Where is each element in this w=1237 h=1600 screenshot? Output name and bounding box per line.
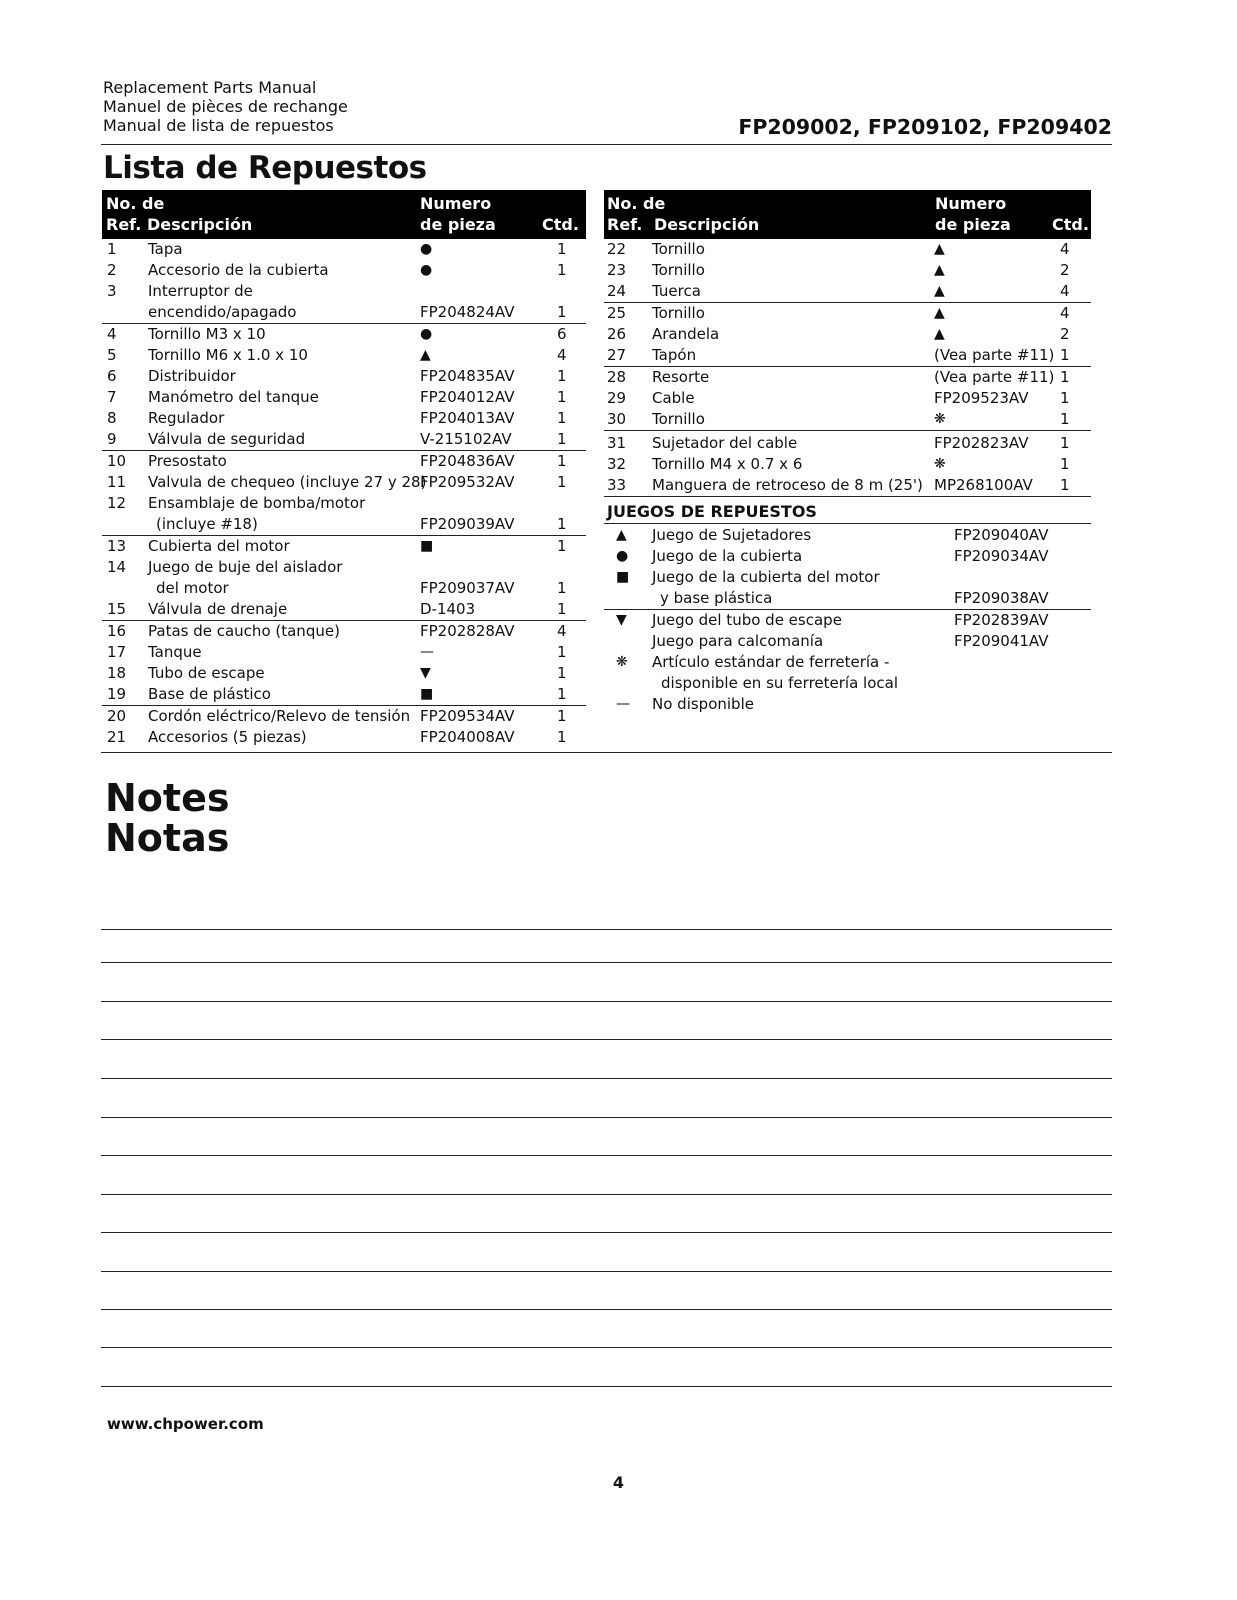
- part-description: Regulador: [148, 409, 225, 427]
- header-qty: Ctd.: [542, 215, 579, 234]
- kit-description: Juego de Sujetadores: [652, 526, 812, 544]
- manual-title-es: Manual de lista de repuestos: [103, 116, 334, 135]
- ref-number: 21: [107, 728, 127, 746]
- ref-number: 9: [107, 430, 117, 448]
- ref-number: 14: [107, 558, 127, 576]
- part-number: ■: [420, 686, 434, 702]
- ref-number: 18: [107, 664, 127, 682]
- parts-table-right-body: [604, 239, 1091, 497]
- part-number: (Vea parte #11): [934, 368, 1055, 386]
- part-description: Sujetador del cable: [652, 434, 798, 452]
- part-description: Tuerca: [652, 282, 701, 300]
- part-description: Cordón eléctrico/Relevo de tensión: [148, 707, 411, 725]
- kit-item: [604, 652, 1091, 694]
- kit-description: Juego del tubo de escape: [652, 611, 842, 629]
- table-row: [102, 472, 586, 493]
- part-number: ▲: [420, 347, 431, 363]
- ref-number: 7: [107, 388, 117, 406]
- table-row: [604, 409, 1091, 431]
- part-description: Presostato: [148, 452, 227, 470]
- quantity: 4: [1060, 304, 1070, 322]
- kits-heading: [604, 501, 1091, 524]
- part-description: Tornillo M4 x 0.7 x 6: [652, 455, 803, 473]
- part-description: Tornillo M3 x 10: [148, 325, 266, 343]
- table-row: [604, 433, 1091, 454]
- ref-number: 8: [107, 409, 117, 427]
- header-description: Descripción: [654, 215, 760, 234]
- table-row: [604, 239, 1091, 260]
- notes-title-en: Notes: [105, 776, 230, 820]
- quantity: 1: [557, 515, 567, 533]
- note-line: [101, 1078, 1112, 1079]
- note-line: [101, 1039, 1112, 1040]
- model-numbers: FP209002, FP209102, FP209402: [738, 115, 1112, 139]
- table-row: [604, 388, 1091, 409]
- kit-symbol: ▲: [616, 527, 627, 543]
- part-description: Tornillo: [652, 410, 705, 428]
- ref-number: 22: [607, 240, 627, 258]
- table-row: [102, 621, 586, 642]
- header-qty: Ctd.: [1052, 215, 1089, 234]
- quantity: 1: [557, 430, 567, 448]
- note-line: [101, 1271, 1112, 1272]
- table-row: [102, 599, 586, 621]
- table-row: [102, 429, 586, 451]
- part-number: ▲: [934, 262, 945, 278]
- ref-number: 5: [107, 346, 117, 364]
- table-row: [102, 727, 586, 748]
- table-row: [604, 324, 1091, 345]
- table-row: [102, 493, 586, 536]
- ref-number: 25: [607, 304, 627, 322]
- kit-symbol: ▼: [616, 612, 627, 628]
- quantity: 1: [1060, 368, 1070, 386]
- part-number: V-215102AV: [420, 430, 512, 448]
- kit-part-number: FP209041AV: [954, 632, 1049, 650]
- footer-website: www.chpower.com: [107, 1415, 264, 1433]
- quantity: 1: [557, 600, 567, 618]
- kit-symbol: ❋: [616, 654, 628, 670]
- part-description: Accesorio de la cubierta: [148, 261, 329, 279]
- kit-description: Artículo estándar de ferretería -: [652, 653, 890, 671]
- quantity: 1: [557, 707, 567, 725]
- part-number: ●: [420, 241, 433, 257]
- quantity: 1: [557, 579, 567, 597]
- table-row: [604, 281, 1091, 303]
- ref-number: 24: [607, 282, 627, 300]
- part-description: Tanque: [148, 643, 202, 661]
- part-number: D-1403: [420, 600, 476, 618]
- part-description: Ensamblaje de bomba/motor: [148, 494, 366, 512]
- part-description: Tornillo: [652, 240, 705, 258]
- note-line: [101, 1117, 1112, 1118]
- part-number: (Vea parte #11): [934, 346, 1055, 364]
- part-number: ▲: [934, 326, 945, 342]
- part-number: FP209039AV: [420, 515, 515, 533]
- ref-number: 32: [607, 455, 627, 473]
- section-title: Lista de Repuestos: [103, 150, 427, 186]
- parts-table-left-body: [102, 239, 586, 748]
- part-description: Tornillo: [652, 304, 705, 322]
- kit-item: [604, 694, 1091, 715]
- quantity: 1: [557, 240, 567, 258]
- note-line: [101, 1232, 1112, 1233]
- ref-number: 17: [107, 643, 127, 661]
- quantity: 2: [1060, 325, 1070, 343]
- part-number: MP268100AV: [934, 476, 1033, 494]
- part-description: Manguera de retroceso de 8 m (25'): [652, 476, 923, 494]
- quantity: 1: [557, 473, 567, 491]
- table-row: [102, 451, 586, 472]
- part-number: ▲: [934, 305, 945, 321]
- header-part-line1: Numero: [420, 194, 492, 213]
- quantity: 1: [557, 261, 567, 279]
- part-description: Válvula de drenaje: [148, 600, 288, 618]
- header-part-line2: de pieza: [935, 215, 1011, 234]
- manual-title-block: [103, 78, 348, 135]
- note-line: [101, 929, 1112, 930]
- quantity: 1: [557, 303, 567, 321]
- quantity: 4: [1060, 240, 1070, 258]
- part-description: Distribuidor: [148, 367, 236, 385]
- header-part-line1: Numero: [935, 194, 1007, 213]
- page-number: 4: [612, 1473, 625, 1492]
- kits-title: JUEGOS DE REPUESTOS: [607, 502, 817, 521]
- table-row: [102, 536, 586, 557]
- table-header: [604, 190, 1091, 239]
- ref-number: 30: [607, 410, 627, 428]
- ref-number: 1: [107, 240, 117, 258]
- ref-number: 27: [607, 346, 627, 364]
- part-number: ❋: [934, 456, 946, 472]
- part-description-cont: (incluye #18): [156, 515, 258, 533]
- note-line: [101, 1309, 1112, 1310]
- part-number: ●: [420, 326, 433, 342]
- part-number: FP209532AV: [420, 473, 515, 491]
- table-row: [102, 345, 586, 366]
- table-row: [102, 663, 586, 684]
- table-row: [102, 239, 586, 260]
- table-row: [102, 684, 586, 706]
- note-line: [101, 962, 1112, 963]
- ref-number: 3: [107, 282, 117, 300]
- part-number: FP209534AV: [420, 707, 515, 725]
- ref-number: 10: [107, 452, 127, 470]
- part-number: FP202823AV: [934, 434, 1029, 452]
- kit-symbol: ■: [616, 569, 630, 585]
- ref-number: 20: [107, 707, 127, 725]
- note-line: [101, 1347, 1112, 1348]
- part-description: Juego de buje del aislador: [148, 558, 343, 576]
- quantity: 4: [1060, 282, 1070, 300]
- header-ref-line2: Ref.: [106, 215, 142, 234]
- notes-title-es: Notas: [105, 816, 230, 860]
- part-number: ❋: [934, 411, 946, 427]
- ref-number: 12: [107, 494, 127, 512]
- quantity: 1: [557, 367, 567, 385]
- quantity: 1: [557, 537, 567, 555]
- quantity: 1: [557, 388, 567, 406]
- header-part-line2: de pieza: [420, 215, 496, 234]
- part-number: FP202828AV: [420, 622, 515, 640]
- table-row: [102, 706, 586, 727]
- header-divider: [101, 144, 1112, 145]
- ref-number: 28: [607, 368, 627, 386]
- table-row: [102, 557, 586, 599]
- kit-description: Juego para calcomanía: [652, 632, 824, 650]
- ref-number: 4: [107, 325, 117, 343]
- table-row: [604, 260, 1091, 281]
- part-number: FP209037AV: [420, 579, 515, 597]
- part-number: ■: [420, 538, 434, 554]
- part-description: Válvula de seguridad: [148, 430, 306, 448]
- tables-bottom-rule: [101, 752, 1112, 753]
- quantity: 1: [1060, 389, 1070, 407]
- part-description-cont: del motor: [156, 579, 229, 597]
- part-description: Tornillo M6 x 1.0 x 10: [148, 346, 308, 364]
- part-description: Cubierta del motor: [148, 537, 290, 555]
- kit-item: [604, 610, 1091, 631]
- parts-table-left: [102, 190, 586, 748]
- kit-description-cont: y base plástica: [660, 589, 773, 607]
- kit-description-cont: disponible en su ferretería local: [661, 674, 898, 692]
- ref-number: 23: [607, 261, 627, 279]
- table-row: [604, 367, 1091, 388]
- ref-number: 26: [607, 325, 627, 343]
- part-description: Tapón: [652, 346, 697, 364]
- part-number: FP204824AV: [420, 303, 515, 321]
- ref-number: 19: [107, 685, 127, 703]
- header-ref-line2: Ref.: [607, 215, 643, 234]
- quantity: 4: [557, 346, 567, 364]
- table-row: [604, 475, 1091, 497]
- quantity: 4: [557, 622, 567, 640]
- parts-table-right: [604, 190, 1091, 715]
- part-number: FP204008AV: [420, 728, 515, 746]
- part-description-cont: encendido/apagado: [148, 303, 297, 321]
- table-row: [102, 324, 586, 345]
- kit-part-number: FP209040AV: [954, 526, 1049, 544]
- part-number: ●: [420, 262, 433, 278]
- kit-item: [604, 525, 1091, 546]
- part-number: —: [420, 644, 434, 660]
- quantity: 1: [1060, 434, 1070, 452]
- table-row: [604, 303, 1091, 324]
- table-row: [102, 408, 586, 429]
- quantity: 1: [557, 685, 567, 703]
- part-description: Cable: [652, 389, 695, 407]
- part-description: Patas de caucho (tanque): [148, 622, 340, 640]
- manual-title-fr: Manuel de pièces de rechange: [103, 97, 348, 116]
- table-row: [102, 366, 586, 387]
- header-ref-line1: No. de: [106, 194, 165, 213]
- quantity: 1: [557, 409, 567, 427]
- ref-number: 13: [107, 537, 127, 555]
- part-description: Resorte: [652, 368, 710, 386]
- part-description: Valvula de chequeo (incluye 27 y 28): [148, 473, 427, 491]
- kit-description: Juego de la cubierta: [652, 547, 803, 565]
- quantity: 6: [557, 325, 567, 343]
- kit-symbol: ●: [616, 548, 629, 564]
- part-number: ▲: [934, 283, 945, 299]
- part-description: Tubo de escape: [148, 664, 265, 682]
- part-description: Arandela: [652, 325, 720, 343]
- table-row: [604, 454, 1091, 475]
- quantity: 1: [557, 643, 567, 661]
- table-row: [102, 260, 586, 281]
- ref-number: 2: [107, 261, 117, 279]
- ref-number: 15: [107, 600, 127, 618]
- quantity: 1: [1060, 455, 1070, 473]
- note-line: [101, 1001, 1112, 1002]
- part-number: FP204836AV: [420, 452, 515, 470]
- quantity: 1: [1060, 476, 1070, 494]
- quantity: 1: [557, 728, 567, 746]
- quantity: 1: [1060, 410, 1070, 428]
- note-line: [101, 1194, 1112, 1195]
- part-description: Manómetro del tanque: [148, 388, 319, 406]
- part-description: Interruptor de: [148, 282, 253, 300]
- kit-item: [604, 546, 1091, 567]
- part-number: FP209523AV: [934, 389, 1029, 407]
- notes-title: [105, 778, 229, 858]
- ref-number: 11: [107, 473, 127, 491]
- table-row: [102, 281, 586, 324]
- kit-description: Juego de la cubierta del motor: [652, 568, 880, 586]
- part-number: ▲: [934, 241, 945, 257]
- quantity: 1: [1060, 346, 1070, 364]
- part-number: FP204013AV: [420, 409, 515, 427]
- table-row: [102, 642, 586, 663]
- kit-symbol: —: [616, 696, 630, 712]
- ref-number: 16: [107, 622, 127, 640]
- ref-number: 33: [607, 476, 627, 494]
- part-number: ▼: [420, 665, 431, 681]
- kits-list: [604, 525, 1091, 715]
- kit-part-number: FP209038AV: [954, 589, 1049, 607]
- header-ref-line1: No. de: [607, 194, 666, 213]
- ref-number: 31: [607, 434, 627, 452]
- part-description: Accesorios (5 piezas): [148, 728, 307, 746]
- kit-item: [604, 631, 1091, 652]
- manual-title-en: Replacement Parts Manual: [103, 78, 317, 97]
- kit-part-number: FP202839AV: [954, 611, 1049, 629]
- kit-part-number: FP209034AV: [954, 547, 1049, 565]
- part-description: Tornillo: [652, 261, 705, 279]
- table-header: [102, 190, 586, 239]
- header-description: Descripción: [147, 215, 253, 234]
- note-line: [101, 1386, 1112, 1387]
- ref-number: 29: [607, 389, 627, 407]
- part-number: FP204012AV: [420, 388, 515, 406]
- part-description: Base de plástico: [148, 685, 271, 703]
- table-row: [102, 387, 586, 408]
- kit-item: [604, 567, 1091, 610]
- ref-number: 6: [107, 367, 117, 385]
- table-row: [604, 345, 1091, 367]
- part-description: Tapa: [148, 240, 183, 258]
- kit-description: No disponible: [652, 695, 754, 713]
- part-number: FP204835AV: [420, 367, 515, 385]
- quantity: 2: [1060, 261, 1070, 279]
- note-line: [101, 1155, 1112, 1156]
- quantity: 1: [557, 452, 567, 470]
- quantity: 1: [557, 664, 567, 682]
